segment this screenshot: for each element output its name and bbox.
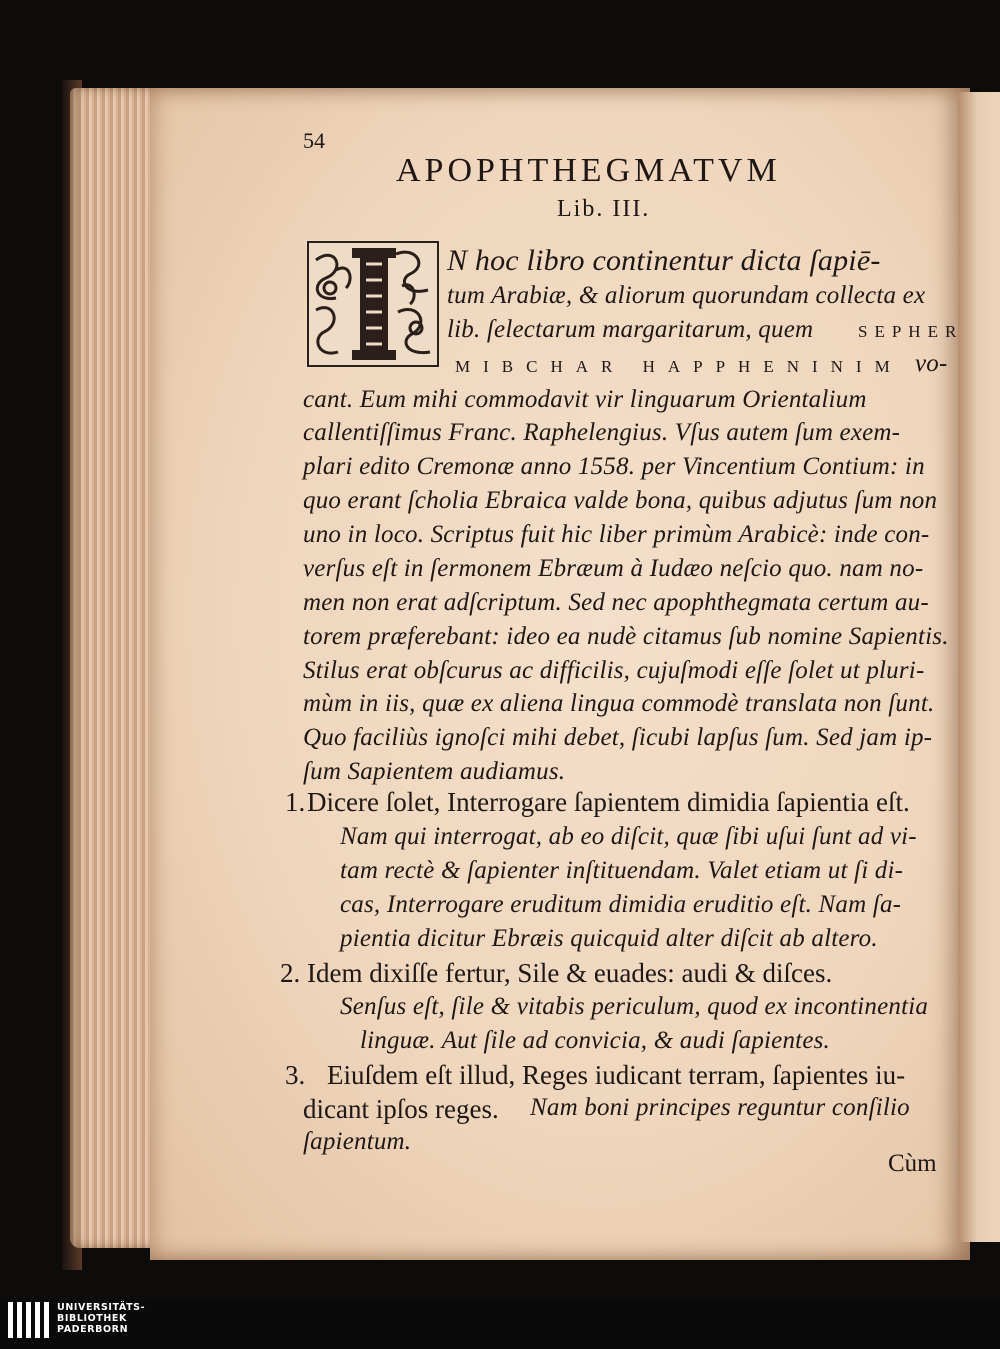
logo-line: BIBLIOTHEK <box>57 1313 127 1324</box>
intro-line: quo erant ſcholia Ebraica valde bona, quibus adjutus ſum non <box>303 487 938 514</box>
item-number: 3. <box>285 1060 306 1090</box>
footer-bar <box>0 1300 1000 1349</box>
intro-smallcaps: MIBCHAR HAPPHENINIM <box>455 357 903 376</box>
intro-line: torem præferebant: ideo ea nudè citamus ſub nomine Sapientis. <box>303 623 949 650</box>
intro-line: uno in loco. Scriptus fuit hic liber primùm Arabicè: inde con- <box>303 521 930 548</box>
item-number: 1. <box>285 787 306 817</box>
item-commentary: linguæ. Aut ſile ad convicia, & audi ſapientes. <box>360 1027 830 1054</box>
item-commentary: pientia dicitur Ebræis quicquid alter diſcit ab altero. <box>340 925 878 952</box>
intro-line: mùm in iis, quæ ex aliena lingua commodè translata non ſunt. <box>303 690 935 717</box>
book-number: Lib. III. <box>557 196 651 222</box>
item-saying: Idem dixiſſe fertur, Sile & euades: audi & diſces. <box>307 958 833 988</box>
logo-line: UNIVERSITÄTS- <box>57 1302 146 1313</box>
page-number: 54 <box>303 128 325 153</box>
item-saying: dicant ipſos reges. <box>303 1094 499 1124</box>
intro-smallcaps: SEPHER <box>858 322 964 341</box>
item-commentary: Nam qui interrogat, ab eo diſcit, quæ ſibi uſui ſunt ad vi- <box>340 823 917 850</box>
item-commentary: cas, Interrogare eruditum dimidia eruditio eſt. Nam ſa- <box>340 891 902 918</box>
intro-line: lib. ſelectarum margaritarum, quem <box>447 316 814 343</box>
intro-line: Stilus erat obſcurus ac difficilis, cujuſmodi eſſe ſolet ut pluri- <box>303 657 925 684</box>
catchword: Cùm <box>888 1150 937 1177</box>
intro-line: vo- <box>915 350 948 377</box>
intro-line: ſum Sapientem audiamus. <box>303 758 566 785</box>
intro-line: callentiſſimus Franc. Raphelengius. Vſus autem ſum exem- <box>303 419 901 446</box>
item-saying: Dicere ſolet, Interrogare ſapientem dimidia ſapientia eſt. <box>307 787 910 817</box>
library-logo-icon <box>8 1302 52 1342</box>
intro-line: tum Arabiæ, & aliorum quorundam collecta ex <box>447 282 926 309</box>
intro-line: men non erat adſcriptum. Sed nec apophthegmata certum au- <box>303 589 929 616</box>
intro-line: cant. Eum mihi commodavit vir linguarum Orientalium <box>303 386 867 413</box>
library-logo-text <box>57 1302 145 1335</box>
decorated-initial-icon <box>306 240 440 368</box>
item-commentary: Nam boni principes reguntur conſilio <box>530 1094 910 1121</box>
intro-line: verſus eſt in ſermonem Ebræum à Iudæo neſcio quo. nam no- <box>303 555 924 582</box>
item-commentary: tam rectè & ſapienter inſtituendam. Valet etiam ut ſi di- <box>340 857 904 884</box>
item-number: 2. <box>280 958 301 988</box>
item-commentary: ſapientum. <box>303 1128 412 1155</box>
running-head: APOPHTHEGMATVM <box>396 152 781 189</box>
intro-line: plari edito Cremonæ anno 1558. per Vincentium Contium: in <box>303 453 925 480</box>
logo-line: PADERBORN <box>57 1324 129 1335</box>
item-commentary: Senſus eſt, ſile & vitabis periculum, quod ex incontinentia <box>340 993 929 1020</box>
item-saying: Eiuſdem eſt illud, Reges iudicant terram, ſapientes iu- <box>327 1060 906 1090</box>
facing-page-edge <box>958 92 1000 1242</box>
intro-line: Quo faciliùs ignoſci mihi debet, ſicubi lapſus ſum. Sed jam ip- <box>303 724 933 751</box>
intro-line: N hoc libro continentur dicta ſapiē- <box>447 244 881 277</box>
